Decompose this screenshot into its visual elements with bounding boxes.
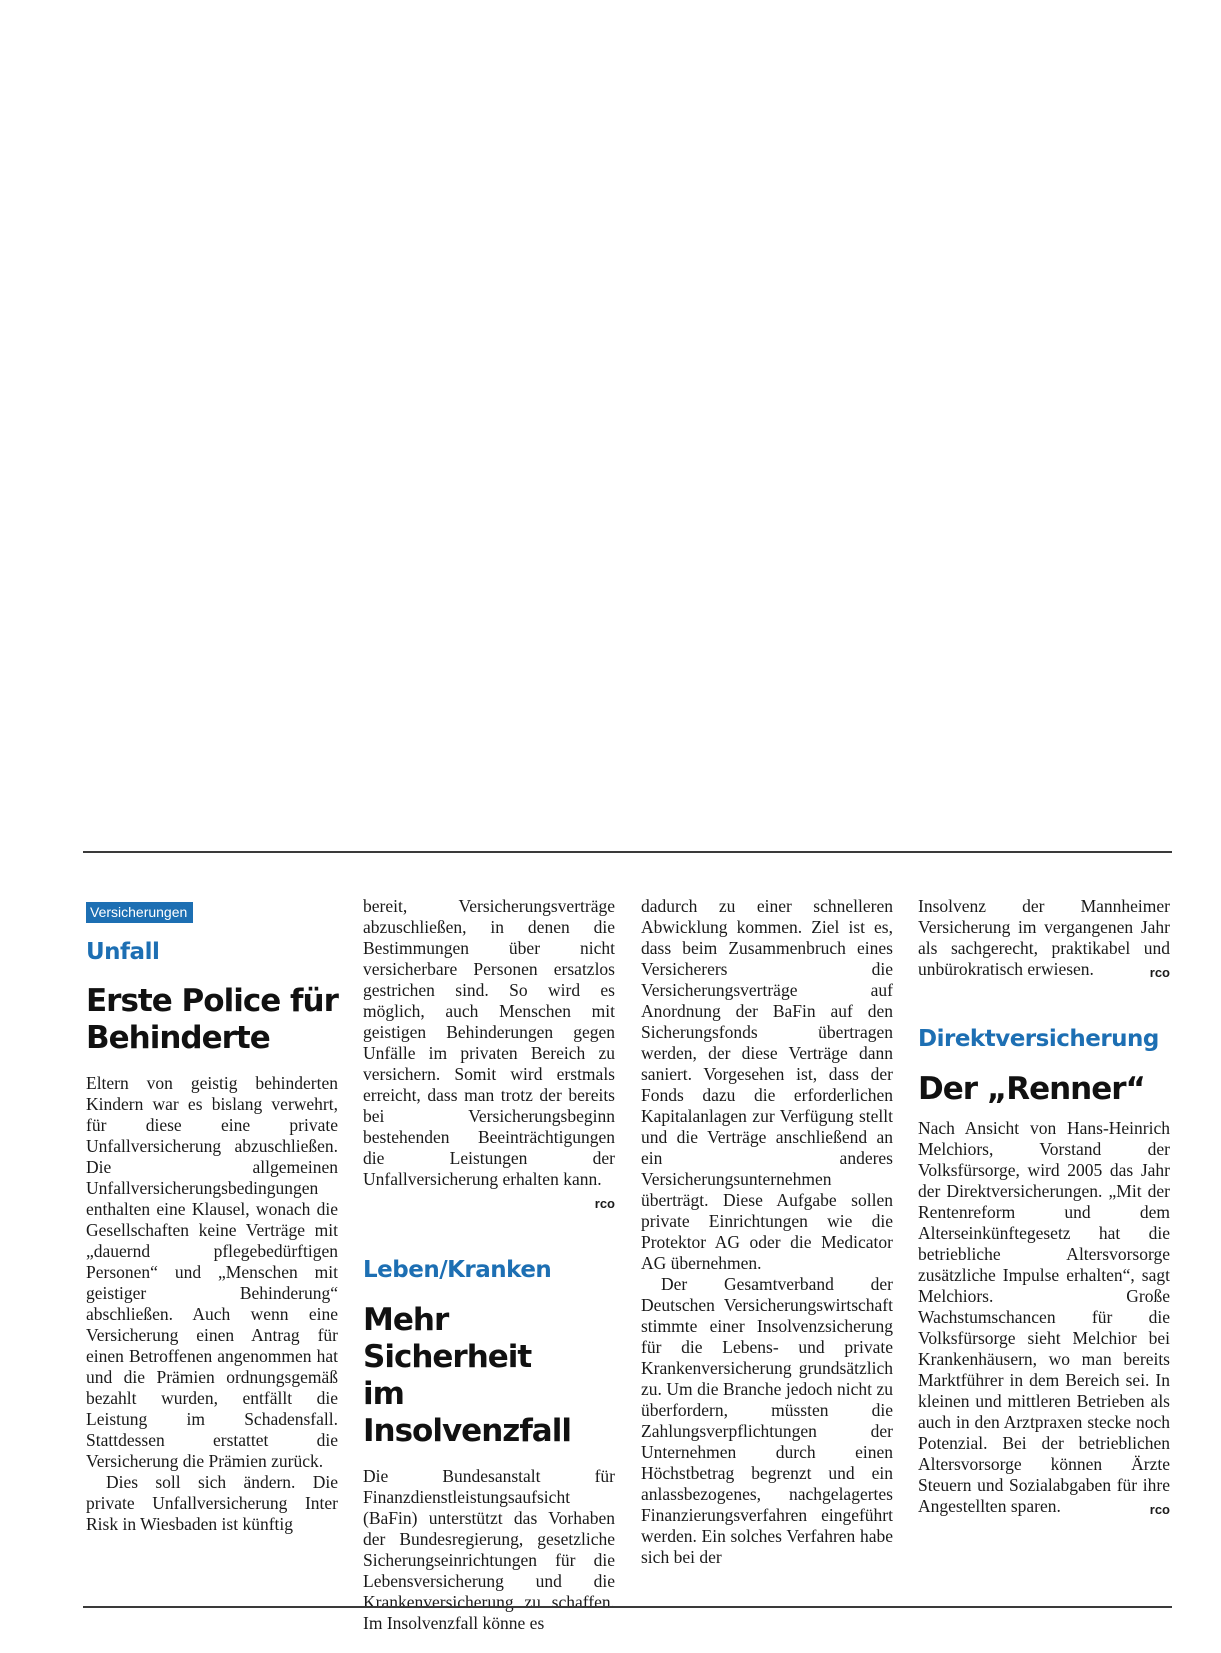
column-4 (918, 896, 1170, 1520)
article1-headline-line1: Erste Police für (86, 983, 338, 1019)
article1-paragraph-2-text: bereit, Versicherungsverträge abzuschließen, in denen die Bestimmungen über nicht versicherbare Personen ersatzlos gestrichen sind. So wird es möglich, auch Menschen mit geistigen Behinderungen gegen Unfälle im privaten Bereich zu versichern. Somit wird erstmals erreicht, dass man trotz der bereits bei Versicherungsbeginn bestehenden Beeinträchtigungen die Leistungen der Unfallversicherung erhalten kann. (363, 896, 615, 1189)
article1-headline-line2: Behinderte (86, 1020, 270, 1056)
article3-paragraph-1 (918, 1118, 1170, 1517)
article1-paragraph-2-continued (363, 896, 615, 1211)
article2-headline (363, 1302, 615, 1450)
article1-headline (86, 983, 338, 1057)
article2-paragraph-1-start: Die Bundesanstalt für Finanzdienstleistungsaufsicht (BaFin) unterstützt das Vorhaben der Bundesregierung, gesetzliche Sicherungseinrichtungen für die Lebensversicherung und die Krankenversicherung zu schaffen. Im Insolvenzfall könne es (363, 1466, 615, 1633)
article2-headline-line2: im Insolvenzfall (363, 1376, 571, 1449)
column-1 (86, 896, 338, 1535)
article1-paragraph-2-start: Dies soll sich ändern. Die private Unfallversicherung Inter Risk in Wiesbaden ist künftig (86, 1472, 338, 1534)
article3-kicker: Direktversicherung (918, 1026, 1159, 1052)
bottom-rule (83, 1606, 1172, 1608)
article2-paragraph-1-continued: dadurch zu einer schnelleren Abwicklung kommen. Ziel ist es, dass beim Zusammenbruch eines Versicherers die Versicherungsverträge auf Anordnung der BaFin auf den Sicherungsfonds übertragen werden, der diese Verträge dann saniert. Vorgesehen ist, dass der Fonds dazu die erforderlichen Kapitalanlagen zur Verfügung stellt und die Verträge anschließend an ein anderes Versicherungsunternehmen überträgt. Diese Aufgabe sollen private Einrichtungen wie die Protektor AG oder die Medicator AG übernehmen. (641, 896, 893, 1273)
article3-paragraph-text: Nach Ansicht von Hans-Heinrich Melchiors, Vorstand der Volksfürsorge, wird 2005 das Jahr der Direktversicherungen. „Mit der Rentenreform und dem Alterseinkünftegesetz hat die betriebliche Altersvorsorge zusätzliche Impulse erhalten“, sagt Melchiors. Große Wachstumschancen für die Volksfürsorge sieht Melchior bei Krankenhäusern, wo man bereits Marktführer in dem Bereich sei. In kleinen und mittleren Betrieben als auch in den Arztpraxen stecke noch Potenzial. Bei der betrieblichen Altersvorsorge können Ärzte Steuern und Sozialabgaben für ihre Angestellten sparen. (918, 1118, 1170, 1516)
article2-headline-line1: Mehr Sicherheit (363, 1302, 532, 1375)
article1-signature: rco (594, 1196, 615, 1211)
section-tag: Versicherungen (86, 902, 193, 923)
article1-paragraph-1: Eltern von geistig behinderten Kindern war es bislang verwehrt, für diese eine private Unfallversicherung abzuschließen. Die allgemeinen Unfallversicherungsbedingungen enthalten eine Klausel, wonach die Gesellschaften keine Verträge mit „dauernd pflegebedürftigen Personen“ und „Menschen mit geistiger Behinderung“ abschließen. Auch wenn eine Versicherung einen Antrag für einen Betroffenen angenommen hat und die Prämien ordnungsgemäß bezahlt wurden, entfällt die Leistung im Schadensfall. Stattdessen erstattet die Versicherung die Prämien zurück. (86, 1073, 338, 1471)
article2-signature: rco (1149, 965, 1170, 980)
top-rule (83, 851, 1172, 853)
column-2 (363, 896, 615, 1634)
article2-kicker: Leben/Kranken (363, 1257, 552, 1283)
article2-paragraph-2-start: Der Gesamtverband der Deutschen Versicherungswirtschaft stimmte einer Insolvenzsicherung für die Lebens- und private Krankenversicherung grundsätzlich zu. Um die Branche jedoch nicht zu überfordern, müssten die Zahlungsverpflichtungen der Unternehmen durch einen Höchstbetrag begrenzt und ein anlassbezogenes, nachgelagertes Finanzierungsverfahren eingeführt werden. Ein solches Verfahren habe sich bei der (641, 1274, 893, 1567)
article2-paragraph-2-text: Insolvenz der Mannheimer Versicherung im vergangenen Jahr als sachgerecht, praktikabel und unbürokratisch erwiesen. (918, 896, 1170, 979)
article1-kicker: Unfall (86, 939, 160, 965)
column-3 (641, 896, 893, 1568)
article3-headline: Der „Renner“ (918, 1071, 1145, 1107)
article3-signature: rco (1149, 1502, 1170, 1517)
article2-paragraph-2-continued (918, 896, 1170, 980)
